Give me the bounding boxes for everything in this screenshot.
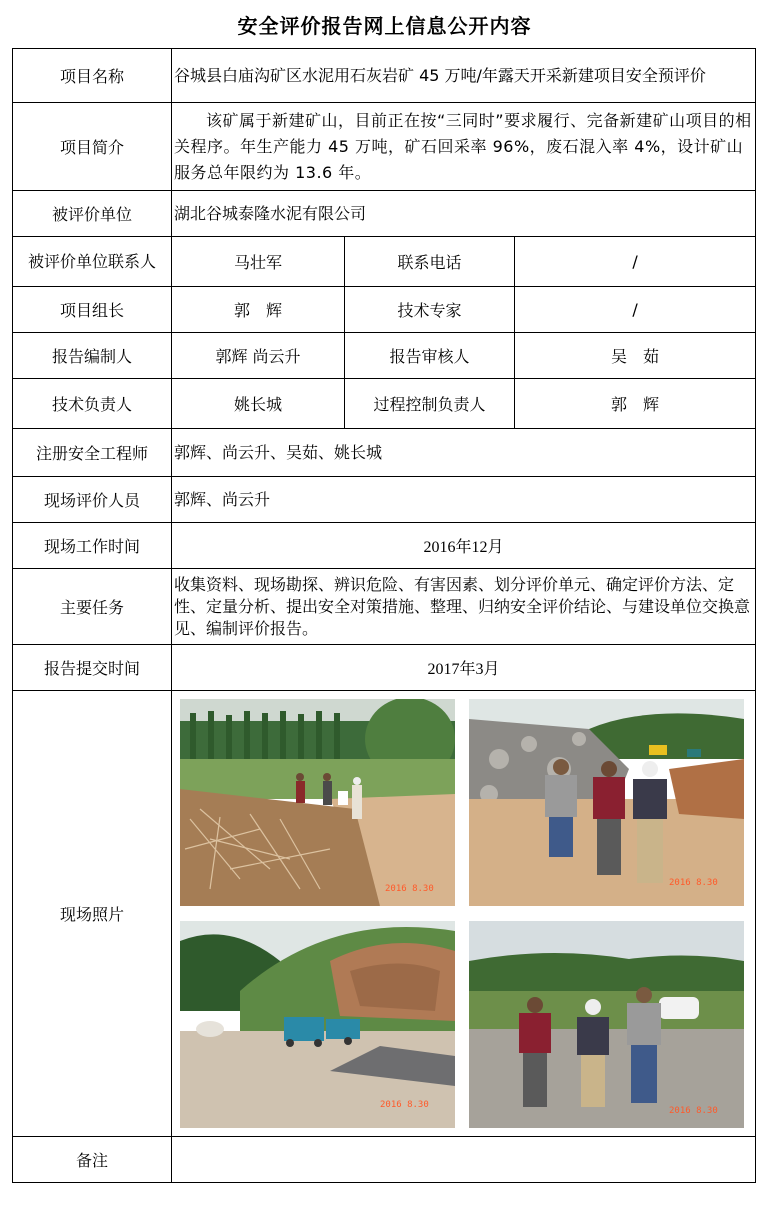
label-tasks: 主要任务: [13, 569, 172, 645]
value-compiler: 郭辉 尚云升: [172, 333, 345, 379]
photo-date-stamp: 2016 8.30: [669, 877, 718, 888]
site-photo: [469, 699, 744, 906]
page-title: 安全评价报告网上信息公开内容: [237, 14, 532, 38]
site-photo: [469, 921, 744, 1128]
label-evaluated-unit: 被评价单位: [13, 191, 172, 237]
row-project-intro: [13, 103, 756, 191]
photo-grid: [172, 693, 755, 1135]
value-site-time: 2016年12月: [172, 523, 756, 569]
label-site-time: 现场工作时间: [13, 523, 172, 569]
photo-date-stamp: 2016 8.30: [380, 1099, 429, 1110]
row-submit-time: [13, 645, 756, 691]
site-photo: [180, 699, 455, 906]
label-process-control: 过程控制负责人: [345, 379, 515, 429]
row-engineers: [13, 429, 756, 477]
value-project-name: 谷城县白庙沟矿区水泥用石灰岩矿 45 万吨/年露天开采新建项目安全预评价: [172, 49, 756, 103]
value-remarks: [172, 1137, 756, 1183]
row-tasks: [13, 569, 756, 645]
value-process-control: 郭 辉: [515, 379, 756, 429]
photos-cell: [172, 691, 756, 1137]
row-contact: [13, 237, 756, 287]
label-reviewer: 报告审核人: [345, 333, 515, 379]
value-site-staff: 郭辉、尚云升: [172, 477, 756, 523]
label-project-name: 项目名称: [13, 49, 172, 103]
photo-date-stamp: 2016 8.30: [385, 883, 434, 894]
label-submit-time: 报告提交时间: [13, 645, 172, 691]
site-photo: [180, 921, 455, 1128]
value-engineers: 郭辉、尚云升、吴茹、姚长城: [172, 429, 756, 477]
value-team-leader: 郭 辉: [172, 287, 345, 333]
label-contact: 被评价单位联系人: [13, 237, 172, 287]
row-tech-lead: [13, 379, 756, 429]
value-evaluated-unit: 湖北谷城泰隆水泥有限公司: [172, 191, 756, 237]
label-engineers: 注册安全工程师: [13, 429, 172, 477]
row-team-leader: [13, 287, 756, 333]
label-photos: 现场照片: [13, 691, 172, 1137]
value-phone: /: [515, 237, 756, 287]
row-project-name: [13, 49, 756, 103]
label-tech-lead: 技术负责人: [13, 379, 172, 429]
row-photos: [13, 691, 756, 1137]
row-remarks: [13, 1137, 756, 1183]
value-expert: /: [515, 287, 756, 333]
label-compiler: 报告编制人: [13, 333, 172, 379]
label-phone: 联系电话: [345, 237, 515, 287]
label-project-intro: 项目简介: [13, 103, 172, 191]
value-contact: 马壮军: [172, 237, 345, 287]
value-reviewer: 吴 茹: [515, 333, 756, 379]
value-tasks: 收集资料、现场勘探、辨识危险、有害因素、划分评价单元、确定评价方法、定性、定量分析、提出安全对策措施、整理、归纳安全评价结论、与建设单位交换意见、编制评价报告。: [172, 569, 756, 645]
label-team-leader: 项目组长: [13, 287, 172, 333]
label-site-staff: 现场评价人员: [13, 477, 172, 523]
row-compiler: [13, 333, 756, 379]
row-site-time: [13, 523, 756, 569]
label-expert: 技术专家: [345, 287, 515, 333]
info-table: [12, 48, 756, 1183]
label-remarks: 备注: [13, 1137, 172, 1183]
photo-date-stamp: 2016 8.30: [669, 1105, 718, 1116]
row-evaluated-unit: [13, 191, 756, 237]
row-site-staff: [13, 477, 756, 523]
value-submit-time: 2017年3月: [172, 645, 756, 691]
value-project-intro: 该矿属于新建矿山，目前正在按“三同时”要求履行、完备新建矿山项目的相关程序。年生产能力 45 万吨，矿石回采率 96%，废石混入率 4%，设计矿山服务总年限约为 13.6 年。: [172, 103, 756, 191]
value-tech-lead: 姚长城: [172, 379, 345, 429]
